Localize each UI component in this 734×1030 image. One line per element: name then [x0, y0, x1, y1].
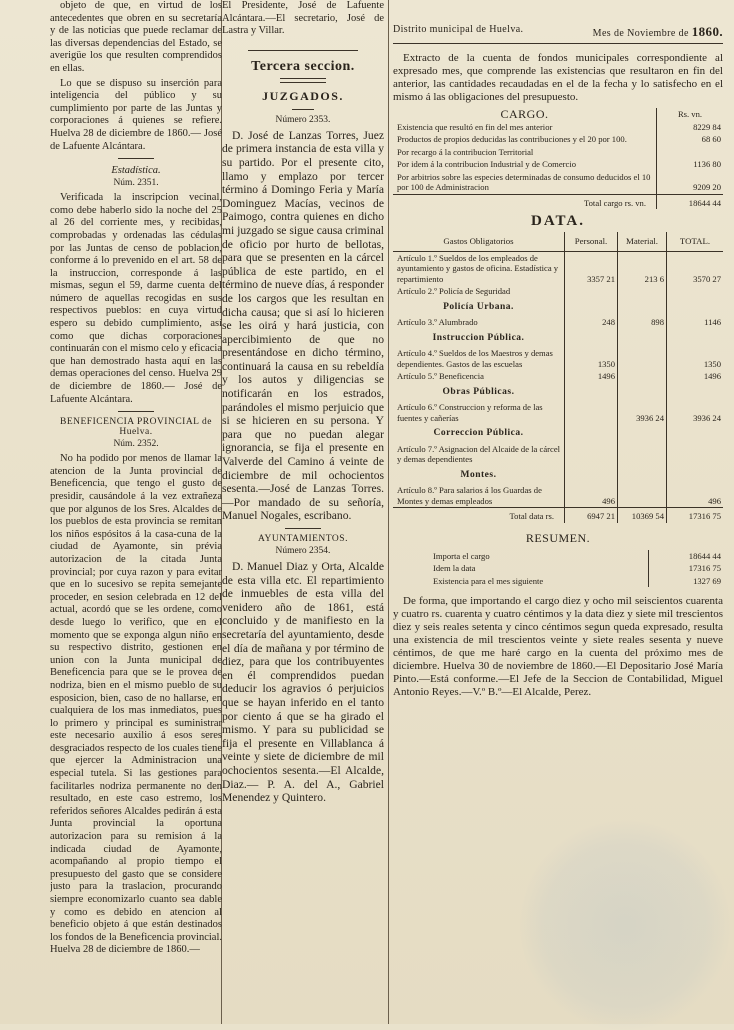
resumen-row [393, 562, 723, 575]
resumen-title: RESUMEN. [525, 530, 591, 545]
cargo-title: CARGO. [500, 107, 549, 121]
data-personal: 1496 [565, 370, 618, 383]
data-category: Obras Públicas. [442, 386, 515, 397]
cargo-row [393, 171, 723, 195]
ayuntamientos-text: D. Manuel Diaz y Orta, Alcalde de esta villa etc. El repartimiento de inmuebles de esta villa del venidero año de 1861, está concluido y de manifiesto en la secretaría del ayuntamiento, desde el día de mañana y por término de diez, para que los contribuyentes en él comprendidos puedan deducir los agravios ó perjuicios que se hayan inferido en el tanto por ciento á que se ha girado el mismo. Y para su publicidad se fija el presente en Villablanca á veinte y siete de diciembre de mil ochocientos sesenta.—El Alcalde, Diaz.— P. A. del A., Gabriel Menendez y Quintero. [222, 560, 384, 805]
ayuntamientos-number: Número 2354. [275, 546, 331, 556]
data-category: Montes. [460, 469, 497, 480]
cargo-row [393, 121, 723, 134]
resumen-label: Existencia para el mes siguiente [433, 575, 544, 586]
data-label: Artículo 8.º Para salarios á los Guardas de Montes y demas empleados [397, 485, 542, 506]
data-material: 3936 24 [618, 401, 667, 424]
resumen-label: Importa el cargo [433, 550, 490, 561]
data-total: 1146 [667, 316, 724, 329]
section-title: Tercera seccion. [251, 58, 355, 74]
data-row [393, 251, 723, 285]
resumen-label: Idem la data [433, 563, 476, 573]
cargo-label: Por recargo á la contribucion Territorial [397, 146, 534, 157]
column-3 [393, 0, 723, 1024]
cargo-amount: 1136 80 [657, 158, 724, 171]
separator [118, 158, 154, 159]
juzgados-text: D. José de Lanzas Torres, Juez de primera instancia de esta villa y su partido. Por el presente cito, llamo y emplazo por tercer término á Domingo Feria y María Dominguez Macías, vecinos de Paimogo, contra quienes en dicho mi juzgado se sigue causa criminal de oficio por hurto de bellotas, para que se presenten en la cárcel pública de este partido, en el término de nueve días, á responder de los cargos que les resultan en dicha causa; que si así lo hicieren se les oirá y hará justicia, con apercibimiento de que no presentándose en dicho término, continuará la causa en su rebeldía y los autos y diligencias se notificarán en los estrados, parándoles el mismo perjuicio que si se hicieren en su persona. Y para que no puedan alegar ignorancia, se fija el presente en Valverde del Camino á veinte de diciembre de mil ochocientos sesenta.—José de Lanzas Torres.—Por mandado de su señoría, Manuel Nogales, escribano. [222, 128, 384, 523]
separator [285, 528, 321, 529]
account-header [393, 0, 723, 44]
resumen-row [393, 550, 723, 563]
account-intro: Extracto de la cuenta de fondos municipales correspondiente al expresado mes, que comprende las existencias que resultaron en fin del anterior, las cantidades recaudadas en el de la fecha y lo satisfecho en el mismo á las obligaciones del presupuesto. [393, 52, 723, 103]
ayuntamientos-title: AYUNTAMIENTOS. [258, 534, 348, 544]
estadistica-number: Núm. 2351. [113, 178, 159, 189]
data-category: Correccion Pública. [433, 428, 524, 438]
cargo-amount [657, 146, 724, 159]
data-category-row [393, 383, 723, 402]
data-title: DATA. [530, 213, 586, 229]
resumen-amount: 17316 75 [649, 562, 724, 575]
data-label: Artículo 6.º Construccion y reforma de las fuentes y cañerías [397, 402, 543, 423]
data-row [393, 370, 723, 383]
data-material: 898 [618, 316, 667, 329]
data-label: Artículo 4.º Sueldos de los Maestros y demas dependientes. Gastos de las escuelas [397, 348, 553, 369]
data-label: Artículo 1.º Sueldos de los empleados de ayuntamiento y gastos de oficina. Estadística y repartimiento [397, 252, 559, 284]
data-personal: 1350 [565, 347, 618, 370]
data-material [618, 285, 667, 298]
separator [118, 411, 154, 412]
data-personal: 3357 21 [565, 251, 618, 285]
estadistica-title: Estadística. [111, 165, 161, 177]
resumen-row [393, 575, 723, 588]
data-label: Artículo 2.º Policía de Seguridad [397, 286, 511, 296]
cargo-table [393, 108, 723, 209]
cargo-total-row: Total cargo rs. vn. 18644 44 [393, 194, 723, 209]
data-row [393, 443, 723, 466]
cargo-total: 18644 44 [657, 194, 724, 209]
cargo-amount: 9209 20 [657, 171, 724, 195]
data-personal: 248 [565, 316, 618, 329]
data-total [667, 443, 724, 466]
data-label: Artículo 5.º Beneficencia [397, 371, 484, 381]
data-row [393, 401, 723, 424]
cargo-row [393, 158, 723, 171]
cargo-label: Por idem á la contribucion Industrial y de Comercio [397, 159, 576, 169]
data-material [618, 347, 667, 370]
cargo-label: Productos de propios deducidas las contribuciones y el 20 por 100. [397, 134, 627, 144]
resumen-amount: 1327 69 [649, 575, 724, 588]
cargo-row [393, 133, 723, 146]
data-category: Instruccion Pública. [432, 332, 525, 343]
data-material [618, 370, 667, 383]
data-category-row [393, 329, 723, 348]
column-2 [222, 0, 384, 1024]
cargo-unit: Rs. vn. [657, 108, 724, 121]
data-table [393, 232, 723, 523]
data-total: 3570 27 [667, 251, 724, 285]
data-total: 1496 [667, 370, 724, 383]
data-personal [565, 401, 618, 424]
data-row [393, 484, 723, 508]
data-material [618, 443, 667, 466]
account-closing: De forma, que importando el cargo diez y ocho mil seiscientos cuarenta y cuatro rs. cuarenta y cuatro céntimos y la data diez y siete mil trescientos diez y seis reales setenta y cinco céntimos segun queda expresado, resulta una existencia de mil trescientos veinte y siete reales sesenta y nueve céntimos, de que me haré cargo en la cuenta del próximo mes de diciembre. Huelva 30 de noviembre de 1860.—El Depositario José María Pinto.—Está conforme.—El Jefe de la Seccion de Contabilidad, Miguel Antonio Reyes.—V.º B.º—El Alcalde, Perez. [393, 595, 723, 698]
data-material [618, 484, 667, 508]
cargo-label: Existencia que resultó en fin del mes anterior [397, 121, 553, 132]
col1-top-text-2: Lo que se dispuso su inserción para inteligencia del público y su cumplimiento por parte de las Juntas y corporaciones á quienes se refiere. Huelva 28 de diciembre de 1860.— José de Lafuente Alcántara. [50, 77, 222, 152]
month-label: Mes de Noviembre de 1860. [592, 24, 723, 39]
data-category-row [393, 298, 723, 317]
district-label: Distrito municipal de Huelva. [393, 24, 524, 35]
beneficencia-text: No ha podido por menos de llamar la atencion de la Junta provincial de Beneficencia, que tengo el gusto de presidir, causándole á la vez extrañeza que por algunos de los Sres. Alcaldes de los pueblos de esta provincia se remitan los niños espósitos á la casa-cuna de la ciudad de Ayamonte, sin prévia autorizacion de la citada Junta provincial; por cuya razon y para evitar que en lo sucesivo se repita semejante proceder, en sesion celebrada en 12 del actual, acordó que se les ordene, como desde luego lo verifico, que en el momento que se exponga algun niño en su respectivo distrito, gestionen en union con la Junta municipal de Beneficencia para que se le provea de nodriza, bien en el mismo pueblo de su esposicion, bien, caso de no hallarse, en cualquiera de los mas inmediatos, pues lo primero y principal es suministrar este necesario auxilio á esos seres desgraciados respecto de los cuales tiene que ejercer la Administracion una especial tutela. Si las gestiones para facilitarles nodriza permanente no den resultado, en este caso estremo, los referidos señores Alcaldes pedirán á esta Junta provincial la oportuna autorizacion para su remision á la indicada ciudad de Ayamonte, acompañando al propio tiempo el presupuesto del gasto que se considere justo para la traslacion, procurando siempre economizarlo cuanto sea dable y como es debido en atencion al beneficio objeto á que están destinados los fondos de la Beneficencia provincial. Huelva 28 de diciembre de 1860.— [50, 453, 222, 956]
data-row [393, 316, 723, 329]
juzgados-number: Número 2353. [275, 114, 331, 125]
cargo-amount: 8229 84 [657, 121, 724, 134]
data-row [393, 285, 723, 298]
data-total: 1350 [667, 347, 724, 370]
col2-top-text: El Presidente, José de Lafuente Alcántara.—El secretario, José de Lastra y Villar. [222, 0, 384, 37]
resumen-table [393, 550, 723, 588]
juzgados-title: JUZGADOS. [262, 88, 344, 103]
data-header-row: Gastos Obligatorios Personal. Material. TOTAL. [393, 232, 723, 251]
cargo-label: Por arbitrios sobre las especies determinadas de consumo deducidos el 10 por 100 de Administracion [397, 171, 651, 192]
estadistica-text: Verificada la inscripcion vecinal, como debe haberlo sido la noche del 25 al 26 del corriente mes, y recibidas, comprobadas y ordenadas las cédulas por las Juntas de censo de poblacion, conforme á lo prevenido en el art. 58 de la instruccion, corresponde á las mismas, segun el 59, darme cuenta del número de aquellas recogidas en sus respectivos pueblos: en cuya virtud espero su debido cumplimiento, así como que dichas corporaciones continuarán con el mismo celo y eficacia que han demostrado hasta aquí en las demas operaciones del censo. Huelva 29 de diciembre de 1860.— José de Lafuente Alcántara. [50, 192, 222, 405]
data-category-row [393, 466, 723, 485]
double-rule [280, 78, 326, 83]
data-label: Artículo 7.º Asignacion del Alcaide de la cárcel y demas dependientes [397, 443, 561, 464]
data-personal: 496 [565, 484, 618, 508]
data-total: 3936 24 [667, 401, 724, 424]
beneficencia-number: Núm. 2352. [113, 439, 159, 450]
data-personal [565, 443, 618, 466]
data-label: Artículo 3.º Alumbrado [397, 317, 478, 327]
cargo-row [393, 146, 723, 159]
data-total [667, 285, 724, 298]
data-row [393, 347, 723, 370]
col1-top-text: objeto de que, en virtud de los antecedentes que obren en su secretaría y de las noticias que puede reclamar de las diversas dependencias del Estado, se averigüe los que resulten comprendidos en ellas. [50, 0, 222, 74]
resumen-amount: 18644 44 [649, 550, 724, 563]
data-category-row [393, 424, 723, 443]
data-material: 213 6 [618, 251, 667, 285]
beneficencia-title: BENEFICENCIA PROVINCIAL de Huelva. [60, 417, 212, 438]
column-1 [50, 0, 222, 1024]
data-total-row: Total data rs. 6947 21 10369 54 17316 75 [393, 508, 723, 523]
column-rule-2 [388, 0, 389, 1024]
separator [248, 50, 358, 51]
data-category: Policía Urbana. [443, 301, 514, 312]
separator [292, 109, 314, 110]
cargo-amount: 68 60 [657, 133, 724, 146]
data-total: 496 [667, 484, 724, 508]
data-personal [565, 285, 618, 298]
